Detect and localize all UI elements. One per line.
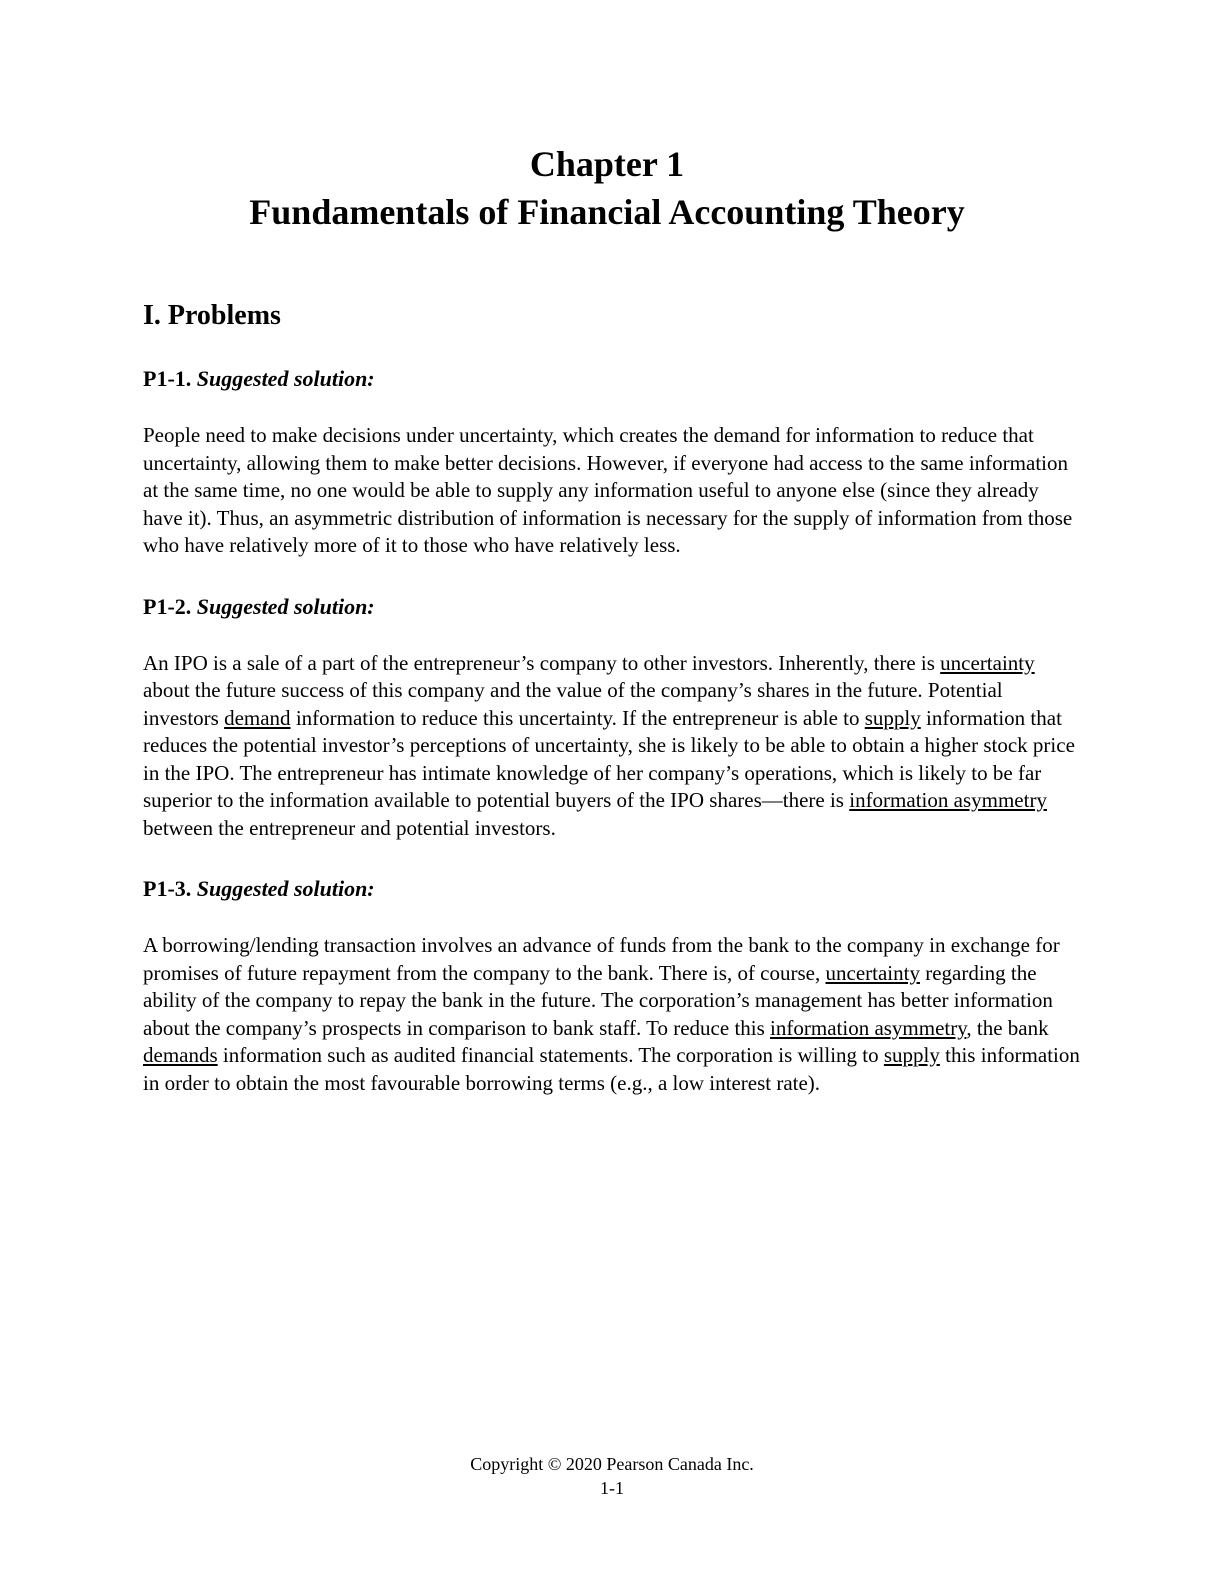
chapter-name: Fundamentals of Financial Accounting Theory (249, 192, 965, 232)
problem-number: P1-3. (143, 876, 192, 901)
section-heading: I. Problems (143, 300, 281, 331)
document-page (143, 140, 1083, 1097)
solution-label: Suggested solution: (196, 876, 375, 901)
answer-text: A borrowing/lending transaction involves an advance of funds from the bank to the company in exchange for promises of future repayment from the company to the bank. There is, of course, (143, 933, 1060, 985)
key-term: demands (143, 1043, 218, 1067)
chapter-title (137, 140, 1077, 236)
answer-text: An IPO is a sale of a part of the entrepreneur’s company to other investors. Inherently, there is (143, 650, 941, 675)
key-term: information asymmetry (770, 1015, 967, 1040)
problem-number: P1-1. (143, 366, 192, 391)
problem-p1-3 (143, 876, 1083, 1097)
key-term: information asymmetry (849, 788, 1047, 812)
answer-text: People need to make decisions under uncertainty, which creates the demand for information to reduce that uncertainty, allowing them to make better decisions. However, if everyone had access to the same information at the same time, no one would be able to supply any information useful to anyone else (since they already have it). Thus, an asymmetric distribution of information is necessary for the supply of information from those who have relatively more of it to those who have relatively less. (143, 423, 1073, 557)
key-term: supply (883, 1043, 940, 1067)
answer-text: about the future success of this company and the value of the company’s shares in the future. Potential investors (143, 678, 1003, 730)
key-term: uncertainty (825, 960, 920, 985)
copyright-notice: Copyright © 2020 Pearson Canada Inc. (470, 1454, 754, 1474)
answer-text: information that reduces the potential investor’s perceptions of uncertainty, she is likely to be able to obtain a higher stock price in the IPO. The entrepreneur has intimate knowledge of her company’s operations, which is likely to be far superior to the information available to potential buyers of the IPO shares—there is (143, 705, 1075, 812)
problem-number: P1-2. (143, 593, 192, 619)
problem-p1-2 (143, 594, 1083, 843)
answer-text: information such as audited financial statements. The corporation is willing to (217, 1043, 884, 1067)
key-term: uncertainty (940, 650, 1035, 675)
problem-heading (143, 366, 1083, 392)
answer-text: between the entrepreneur and potential investors. (143, 815, 556, 840)
chapter-number: Chapter 1 (529, 144, 685, 184)
answer-text: information to reduce this uncertainty. If the entrepreneur is able to (290, 705, 865, 730)
problem-heading (143, 594, 1083, 620)
page-number: 1-1 (600, 1478, 624, 1498)
problem-answer (143, 932, 1083, 1097)
problem-answer (143, 422, 1083, 560)
answer-text: , the bank (966, 1015, 1049, 1040)
solution-label: Suggested solution: (196, 593, 375, 619)
key-term: demand (224, 705, 291, 730)
problem-p1-1 (143, 366, 1083, 560)
answer-text: regarding the ability of the company to repay the bank in the future. The corporation’s management has better information about the company’s prospects in comparison to bank staff. To reduce this (143, 960, 1053, 1040)
page-footer (0, 1452, 1224, 1500)
problem-heading (143, 876, 1083, 902)
problem-answer (143, 650, 1083, 843)
answer-text: this information in order to obtain the most favourable borrowing terms (e.g., a low interest rate). (143, 1043, 1080, 1095)
key-term: supply (864, 705, 921, 730)
solution-label: Suggested solution: (196, 366, 375, 391)
